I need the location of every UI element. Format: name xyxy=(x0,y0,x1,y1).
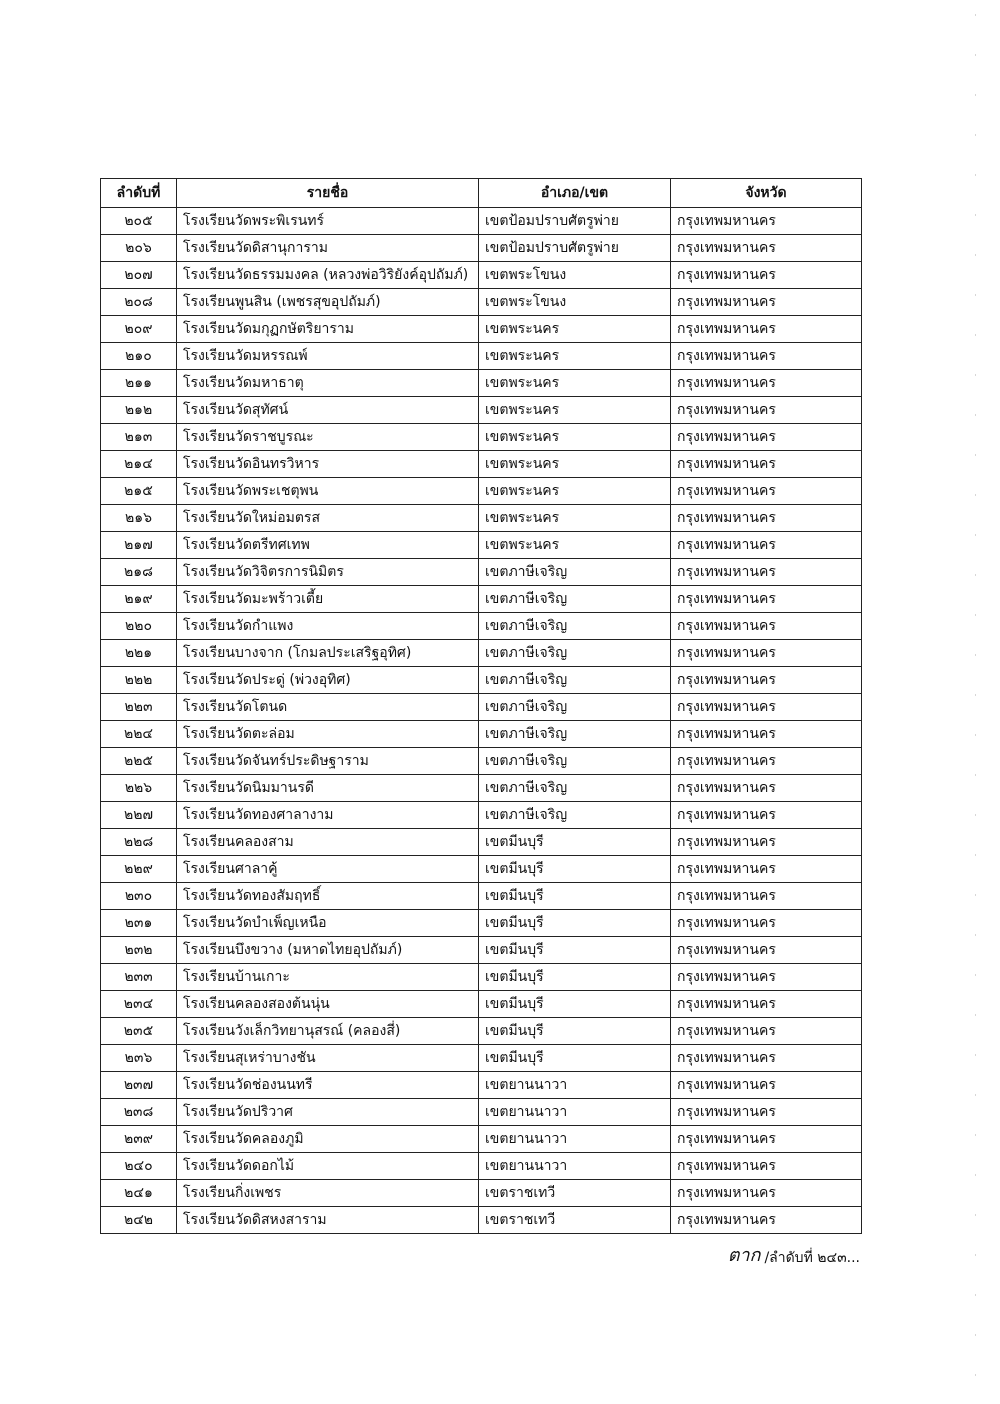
order-cell: ๒๔๑ xyxy=(101,1180,177,1207)
province-cell: กรุงเทพมหานคร xyxy=(671,775,862,802)
order-cell: ๒๓๐ xyxy=(101,883,177,910)
school-name-cell: โรงเรียนบางจาก (โกมลประเสริฐอุทิศ) xyxy=(177,640,479,667)
district-cell: เขตมีนบุรี xyxy=(479,856,671,883)
order-cell: ๒๒๕ xyxy=(101,748,177,775)
table-row xyxy=(101,667,862,694)
province-cell: กรุงเทพมหานคร xyxy=(671,883,862,910)
district-cell: เขตภาษีเจริญ xyxy=(479,802,671,829)
table-row xyxy=(101,694,862,721)
school-name-cell: โรงเรียนวัดอินทรวิหาร xyxy=(177,451,479,478)
order-cell: ๒๒๐ xyxy=(101,613,177,640)
header-district: อำเภอ/เขต xyxy=(479,179,671,208)
district-cell: เขตพระโขนง xyxy=(479,262,671,289)
order-cell: ๒๒๑ xyxy=(101,640,177,667)
district-cell: เขตยานนาวา xyxy=(479,1099,671,1126)
province-cell: กรุงเทพมหานคร xyxy=(671,1126,862,1153)
order-cell: ๒๓๗ xyxy=(101,1072,177,1099)
order-cell: ๒๐๘ xyxy=(101,289,177,316)
table-row xyxy=(101,829,862,856)
district-cell: เขตมีนบุรี xyxy=(479,1045,671,1072)
province-cell: กรุงเทพมหานคร xyxy=(671,991,862,1018)
school-name-cell: โรงเรียนวัดจันทร์ประดิษฐาราม xyxy=(177,748,479,775)
school-name-cell: โรงเรียนวัดธรรมมงคล (หลวงพ่อวิริยังค์อุปถัมภ์) xyxy=(177,262,479,289)
school-name-cell: โรงเรียนบึงขวาง (มหาดไทยอุปถัมภ์) xyxy=(177,937,479,964)
province-cell: กรุงเทพมหานคร xyxy=(671,505,862,532)
school-name-cell: โรงเรียนวัดวิจิตรการนิมิตร xyxy=(177,559,479,586)
school-name-cell: โรงเรียนวัดนิมมานรดี xyxy=(177,775,479,802)
order-cell: ๒๑๑ xyxy=(101,370,177,397)
province-cell: กรุงเทพมหานคร xyxy=(671,1018,862,1045)
school-name-cell: โรงเรียนวัดโตนด xyxy=(177,694,479,721)
district-cell: เขตพระนคร xyxy=(479,397,671,424)
school-name-cell: โรงเรียนวัดใหม่อมตรส xyxy=(177,505,479,532)
table-row xyxy=(101,316,862,343)
district-cell: เขตมีนบุรี xyxy=(479,1018,671,1045)
province-cell: กรุงเทพมหานคร xyxy=(671,343,862,370)
district-cell: เขตยานนาวา xyxy=(479,1072,671,1099)
table-header-row xyxy=(101,179,862,208)
school-name-cell: โรงเรียนวัดทองศาลางาม xyxy=(177,802,479,829)
school-name-cell: โรงเรียนวัดมหรรณพ์ xyxy=(177,343,479,370)
province-cell: กรุงเทพมหานคร xyxy=(671,1045,862,1072)
table-row xyxy=(101,235,862,262)
page-footer xyxy=(728,1240,860,1269)
province-cell: กรุงเทพมหานคร xyxy=(671,370,862,397)
table-row xyxy=(101,1099,862,1126)
district-cell: เขตภาษีเจริญ xyxy=(479,667,671,694)
province-cell: กรุงเทพมหานคร xyxy=(671,478,862,505)
table-row xyxy=(101,1018,862,1045)
province-cell: กรุงเทพมหานคร xyxy=(671,532,862,559)
district-cell: เขตพระโขนง xyxy=(479,289,671,316)
province-cell: กรุงเทพมหานคร xyxy=(671,964,862,991)
district-cell: เขตภาษีเจริญ xyxy=(479,613,671,640)
table-row xyxy=(101,532,862,559)
order-cell: ๒๑๒ xyxy=(101,397,177,424)
province-cell: กรุงเทพมหานคร xyxy=(671,235,862,262)
school-name-cell: โรงเรียนคลองสาม xyxy=(177,829,479,856)
table-row xyxy=(101,505,862,532)
school-name-cell: โรงเรียนวัดราชบูรณะ xyxy=(177,424,479,451)
district-cell: เขตยานนาวา xyxy=(479,1153,671,1180)
header-province: จังหวัด xyxy=(671,179,862,208)
table-row xyxy=(101,721,862,748)
school-name-cell: โรงเรียนวัดพระเชตุพน xyxy=(177,478,479,505)
school-name-cell: โรงเรียนวัดมกุฏกษัตริยาราม xyxy=(177,316,479,343)
district-cell: เขตราชเทวี xyxy=(479,1207,671,1234)
order-cell: ๒๑๗ xyxy=(101,532,177,559)
order-cell: ๒๔๒ xyxy=(101,1207,177,1234)
district-cell: เขตมีนบุรี xyxy=(479,910,671,937)
district-cell: เขตภาษีเจริญ xyxy=(479,694,671,721)
table-row xyxy=(101,1153,862,1180)
province-cell: กรุงเทพมหานคร xyxy=(671,1072,862,1099)
school-name-cell: โรงเรียนวัดพระพิเรนทร์ xyxy=(177,208,479,235)
school-name-cell: โรงเรียนวัดสุทัศน์ xyxy=(177,397,479,424)
school-name-cell: โรงเรียนวัดบำเพ็ญเหนือ xyxy=(177,910,479,937)
table-row xyxy=(101,991,862,1018)
order-cell: ๒๓๑ xyxy=(101,910,177,937)
school-name-cell: โรงเรียนวัดมหาธาตุ xyxy=(177,370,479,397)
header-order: ลำดับที่ xyxy=(101,179,177,208)
table-row xyxy=(101,1072,862,1099)
order-cell: ๒๑๙ xyxy=(101,586,177,613)
table-row xyxy=(101,424,862,451)
district-cell: เขตป้อมปราบศัตรูพ่าย xyxy=(479,235,671,262)
district-cell: เขตภาษีเจริญ xyxy=(479,640,671,667)
school-name-cell: โรงเรียนคลองสองต้นนุ่น xyxy=(177,991,479,1018)
province-cell: กรุงเทพมหานคร xyxy=(671,802,862,829)
table-row xyxy=(101,748,862,775)
school-name-cell: โรงเรียนพูนสิน (เพชรสุขอุปถัมภ์) xyxy=(177,289,479,316)
district-cell: เขตภาษีเจริญ xyxy=(479,559,671,586)
header-name: รายชื่อ xyxy=(177,179,479,208)
district-cell: เขตพระนคร xyxy=(479,370,671,397)
province-cell: กรุงเทพมหานคร xyxy=(671,1153,862,1180)
district-cell: เขตมีนบุรี xyxy=(479,964,671,991)
table-row xyxy=(101,397,862,424)
table-row xyxy=(101,910,862,937)
order-cell: ๒๑๔ xyxy=(101,451,177,478)
order-cell: ๒๓๒ xyxy=(101,937,177,964)
order-cell: ๒๑๕ xyxy=(101,478,177,505)
province-cell: กรุงเทพมหานคร xyxy=(671,397,862,424)
order-cell: ๒๓๓ xyxy=(101,964,177,991)
district-cell: เขตราชเทวี xyxy=(479,1180,671,1207)
province-cell: กรุงเทพมหานคร xyxy=(671,1180,862,1207)
district-cell: เขตพระนคร xyxy=(479,505,671,532)
order-cell: ๒๓๘ xyxy=(101,1099,177,1126)
school-name-cell: โรงเรียนกิ่งเพชร xyxy=(177,1180,479,1207)
order-cell: ๒๒๙ xyxy=(101,856,177,883)
order-cell: ๒๐๙ xyxy=(101,316,177,343)
order-cell: ๒๒๗ xyxy=(101,802,177,829)
province-cell: กรุงเทพมหานคร xyxy=(671,856,862,883)
province-cell: กรุงเทพมหานคร xyxy=(671,424,862,451)
district-cell: เขตมีนบุรี xyxy=(479,829,671,856)
school-name-cell: โรงเรียนวัดกำแพง xyxy=(177,613,479,640)
order-cell: ๒๒๔ xyxy=(101,721,177,748)
province-cell: กรุงเทพมหานคร xyxy=(671,316,862,343)
order-cell: ๒๐๕ xyxy=(101,208,177,235)
district-cell: เขตภาษีเจริญ xyxy=(479,721,671,748)
province-cell: กรุงเทพมหานคร xyxy=(671,1207,862,1234)
table-row xyxy=(101,559,862,586)
table-row xyxy=(101,370,862,397)
school-name-cell: โรงเรียนวัดปริวาศ xyxy=(177,1099,479,1126)
table-row xyxy=(101,208,862,235)
school-name-cell: โรงเรียนศาลาคู้ xyxy=(177,856,479,883)
table-row xyxy=(101,1126,862,1153)
province-cell: กรุงเทพมหานคร xyxy=(671,208,862,235)
province-cell: กรุงเทพมหานคร xyxy=(671,721,862,748)
table-row xyxy=(101,586,862,613)
table-row xyxy=(101,1180,862,1207)
order-cell: ๒๐๖ xyxy=(101,235,177,262)
school-name-cell: โรงเรียนวัดตรีทศเทพ xyxy=(177,532,479,559)
school-name-cell: โรงเรียนวัดคลองภูมิ xyxy=(177,1126,479,1153)
district-cell: เขตมีนบุรี xyxy=(479,991,671,1018)
table-row xyxy=(101,802,862,829)
province-cell: กรุงเทพมหานคร xyxy=(671,1099,862,1126)
province-cell: กรุงเทพมหานคร xyxy=(671,262,862,289)
province-cell: กรุงเทพมหานคร xyxy=(671,694,862,721)
table-row xyxy=(101,478,862,505)
order-cell: ๒๑๓ xyxy=(101,424,177,451)
province-cell: กรุงเทพมหานคร xyxy=(671,586,862,613)
district-cell: เขตภาษีเจริญ xyxy=(479,586,671,613)
school-name-cell: โรงเรียนวัดตะล่อม xyxy=(177,721,479,748)
province-cell: กรุงเทพมหานคร xyxy=(671,559,862,586)
province-cell: กรุงเทพมหานคร xyxy=(671,289,862,316)
table-row xyxy=(101,937,862,964)
order-cell: ๒๒๘ xyxy=(101,829,177,856)
school-name-cell: โรงเรียนวัดมะพร้าวเตี้ย xyxy=(177,586,479,613)
order-cell: ๒๓๕ xyxy=(101,1018,177,1045)
table-row xyxy=(101,775,862,802)
province-cell: กรุงเทพมหานคร xyxy=(671,910,862,937)
district-cell: เขตมีนบุรี xyxy=(479,883,671,910)
school-name-cell: โรงเรียนวัดช่องนนทรี xyxy=(177,1072,479,1099)
handwritten-initials: ตาก xyxy=(727,1245,761,1266)
order-cell: ๒๒๒ xyxy=(101,667,177,694)
table-row xyxy=(101,1207,862,1234)
table-body xyxy=(101,208,862,1234)
school-name-cell: โรงเรียนวัดดิสานุการาม xyxy=(177,235,479,262)
province-cell: กรุงเทพมหานคร xyxy=(671,937,862,964)
district-cell: เขตพระนคร xyxy=(479,451,671,478)
order-cell: ๒๑๘ xyxy=(101,559,177,586)
table-row xyxy=(101,451,862,478)
table-row xyxy=(101,613,862,640)
table-row xyxy=(101,262,862,289)
table-row xyxy=(101,856,862,883)
table-row xyxy=(101,343,862,370)
order-cell: ๒๓๙ xyxy=(101,1126,177,1153)
province-cell: กรุงเทพมหานคร xyxy=(671,829,862,856)
continuation-note: /ลำดับที่ ๒๔๓... xyxy=(764,1250,860,1266)
district-cell: เขตพระนคร xyxy=(479,532,671,559)
school-name-cell: โรงเรียนวัดประดู่ (พ่วงอุทิศ) xyxy=(177,667,479,694)
table-row xyxy=(101,289,862,316)
district-cell: เขตป้อมปราบศัตรูพ่าย xyxy=(479,208,671,235)
order-cell: ๒๒๓ xyxy=(101,694,177,721)
order-cell: ๒๑๖ xyxy=(101,505,177,532)
district-cell: เขตพระนคร xyxy=(479,424,671,451)
school-name-cell: โรงเรียนสุเหร่าบางชัน xyxy=(177,1045,479,1072)
district-cell: เขตยานนาวา xyxy=(479,1126,671,1153)
district-cell: เขตพระนคร xyxy=(479,316,671,343)
province-cell: กรุงเทพมหานคร xyxy=(671,667,862,694)
order-cell: ๒๐๗ xyxy=(101,262,177,289)
school-name-cell: โรงเรียนวัดดิสหงสาราม xyxy=(177,1207,479,1234)
school-name-cell: โรงเรียนวัดดอกไม้ xyxy=(177,1153,479,1180)
district-cell: เขตภาษีเจริญ xyxy=(479,748,671,775)
province-cell: กรุงเทพมหานคร xyxy=(671,640,862,667)
scan-edge-noise xyxy=(975,0,976,1404)
province-cell: กรุงเทพมหานคร xyxy=(671,451,862,478)
district-cell: เขตพระนคร xyxy=(479,478,671,505)
order-cell: ๒๒๖ xyxy=(101,775,177,802)
table-row xyxy=(101,1045,862,1072)
school-name-cell: โรงเรียนวังเล็กวิทยานุสรณ์ (คลองสี่) xyxy=(177,1018,479,1045)
order-cell: ๒๔๐ xyxy=(101,1153,177,1180)
order-cell: ๒๓๔ xyxy=(101,991,177,1018)
province-cell: กรุงเทพมหานคร xyxy=(671,613,862,640)
table-row xyxy=(101,640,862,667)
order-cell: ๒๓๖ xyxy=(101,1045,177,1072)
school-list-table xyxy=(100,178,862,1234)
order-cell: ๒๑๐ xyxy=(101,343,177,370)
table-row xyxy=(101,964,862,991)
district-cell: เขตพระนคร xyxy=(479,343,671,370)
district-cell: เขตมีนบุรี xyxy=(479,937,671,964)
school-name-cell: โรงเรียนบ้านเกาะ xyxy=(177,964,479,991)
district-cell: เขตภาษีเจริญ xyxy=(479,775,671,802)
table-row xyxy=(101,883,862,910)
province-cell: กรุงเทพมหานคร xyxy=(671,748,862,775)
school-name-cell: โรงเรียนวัดทองสัมฤทธิ์ xyxy=(177,883,479,910)
